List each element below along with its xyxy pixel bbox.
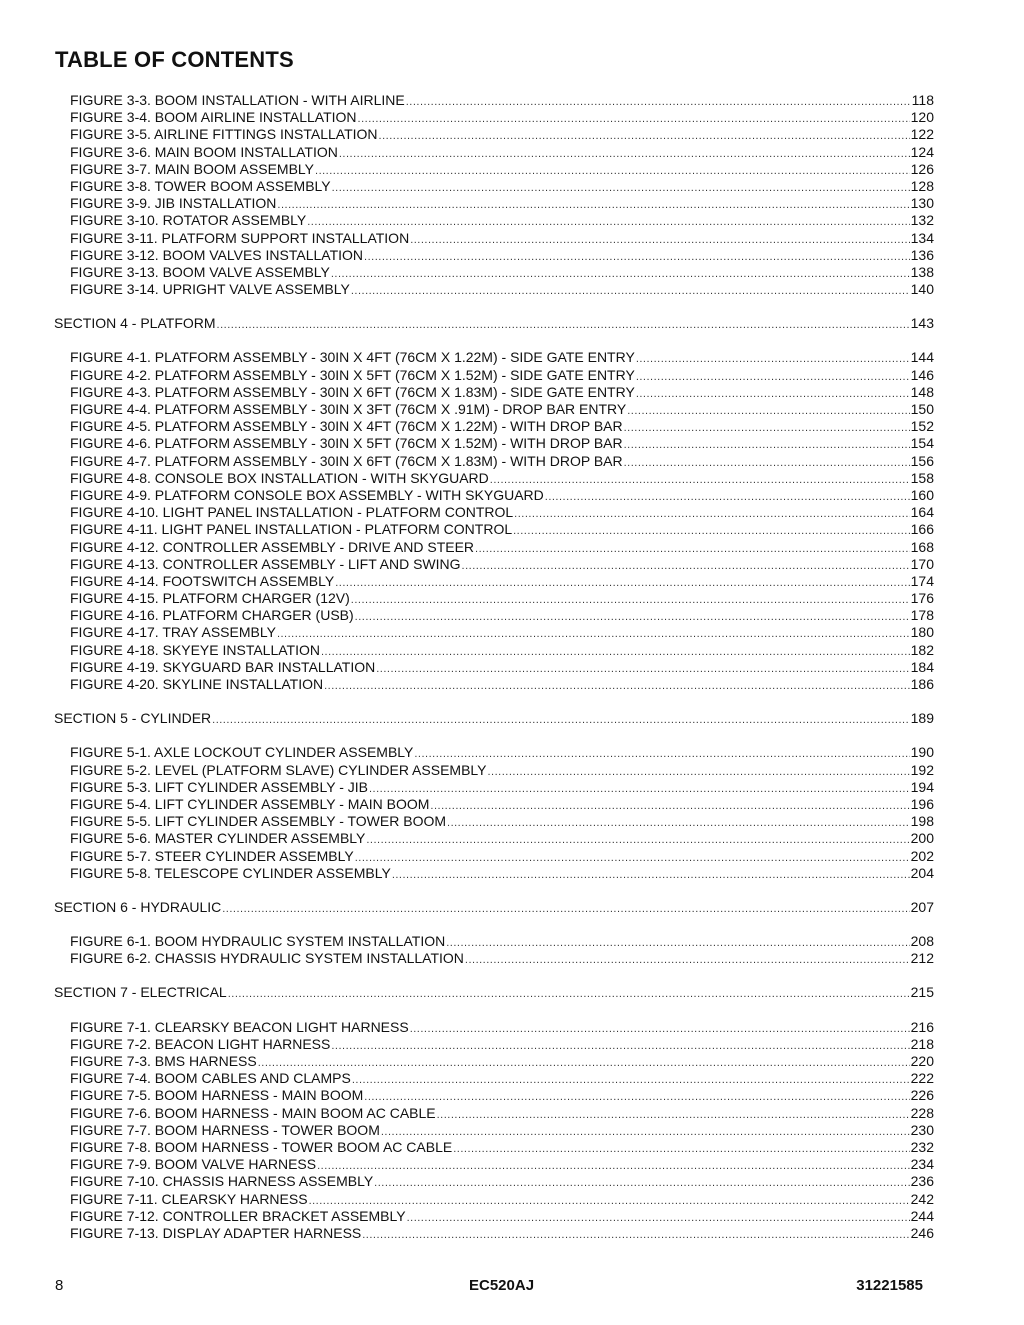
toc-figure-entry[interactable] <box>54 264 934 281</box>
dot-leader <box>624 455 910 472</box>
toc-figure-entry[interactable] <box>54 1036 934 1053</box>
toc-figure-entry[interactable] <box>54 744 934 761</box>
toc-figure-entry[interactable] <box>54 590 934 607</box>
dot-leader <box>355 609 910 626</box>
toc-figure-entry[interactable] <box>54 504 934 521</box>
toc-figure-entry[interactable] <box>54 349 934 366</box>
toc-entry-page: 170 <box>910 555 934 572</box>
toc-entry-title: FIGURE 4-17. TRAY ASSEMBLY <box>70 624 276 641</box>
toc-figure-entry[interactable] <box>54 865 934 882</box>
dot-leader <box>392 867 910 884</box>
dot-leader <box>407 1210 910 1227</box>
toc-figure-entry[interactable] <box>54 1105 934 1122</box>
toc-entry-title: FIGURE 3-12. BOOM VALVES INSTALLATION <box>70 246 364 263</box>
toc-entry-page: 246 <box>910 1224 934 1241</box>
toc-entry-page: 178 <box>910 607 934 624</box>
toc-entry-page: 136 <box>910 246 934 263</box>
dot-leader <box>545 489 910 506</box>
toc-entry-page: 160 <box>910 486 934 503</box>
dot-leader <box>430 798 909 815</box>
dot-leader <box>277 197 909 214</box>
dot-leader <box>352 1072 910 1089</box>
dot-leader <box>331 1038 909 1055</box>
toc-figure-entry[interactable] <box>54 556 934 573</box>
toc-entry-title: FIGURE 5-3. LIFT CYLINDER ASSEMBLY - JIB <box>70 778 368 795</box>
toc-figure-entry[interactable] <box>54 521 934 538</box>
toc-entry-title: FIGURE 7-13. DISPLAY ADAPTER HARNESS <box>70 1224 362 1241</box>
dot-leader <box>636 386 910 403</box>
toc-figure-entry[interactable] <box>54 384 934 401</box>
toc-entry-page: 189 <box>910 710 934 727</box>
dot-leader <box>374 1175 909 1192</box>
toc-entry-title: FIGURE 7-12. CONTROLLER BRACKET ASSEMBLY <box>70 1207 406 1224</box>
dot-leader <box>624 437 910 454</box>
toc-entry-page: 215 <box>910 984 934 1001</box>
toc-figure-entry[interactable] <box>54 1122 934 1139</box>
dot-leader <box>362 1227 909 1244</box>
toc-entry-title: FIGURE 5-4. LIFT CYLINDER ASSEMBLY - MAIN BOOM <box>70 795 430 812</box>
dot-leader <box>381 1124 910 1141</box>
toc-entry-page: 232 <box>910 1138 934 1155</box>
toc-figure-entry[interactable] <box>54 676 934 693</box>
dot-leader <box>453 1141 909 1158</box>
toc-entry-title: FIGURE 4-7. PLATFORM ASSEMBLY - 30IN X 6FT (76CM X 1.83M) - WITH DROP BAR <box>70 452 623 469</box>
table-of-contents <box>54 92 934 1242</box>
toc-figure-entry[interactable] <box>54 830 934 847</box>
toc-entry-title: FIGURE 3-8. TOWER BOOM ASSEMBLY <box>70 177 331 194</box>
toc-figure-entry[interactable] <box>54 1191 934 1208</box>
toc-entry-page: 198 <box>910 813 934 830</box>
toc-entry-page: 218 <box>910 1035 934 1052</box>
toc-entry-title: FIGURE 3-14. UPRIGHT VALVE ASSEMBLY <box>70 281 350 298</box>
dot-leader <box>228 986 910 1003</box>
dot-leader <box>332 180 910 197</box>
toc-figure-entry[interactable] <box>54 247 934 264</box>
toc-entry-title: FIGURE 4-6. PLATFORM ASSEMBLY - 30IN X 5FT (76CM X 1.52M) - WITH DROP BAR <box>70 435 623 452</box>
toc-entry-title: SECTION 6 - HYDRAULIC <box>54 898 222 915</box>
toc-figure-entry[interactable] <box>54 607 934 624</box>
toc-figure-entry[interactable] <box>54 659 934 676</box>
toc-figure-entry[interactable] <box>54 1156 934 1173</box>
toc-entry-page: 152 <box>910 418 934 435</box>
toc-entry-page: 196 <box>910 795 934 812</box>
toc-entry-page: 140 <box>910 281 934 298</box>
toc-figure-entry[interactable] <box>54 435 934 452</box>
toc-figure-entry[interactable] <box>54 144 934 161</box>
toc-entry-page: 204 <box>910 864 934 881</box>
toc-entry-title: FIGURE 4-15. PLATFORM CHARGER (12V) <box>70 590 350 607</box>
toc-entry-title: FIGURE 3-11. PLATFORM SUPPORT INSTALLATION <box>70 229 410 246</box>
toc-entry-title: FIGURE 5-6. MASTER CYLINDER ASSEMBLY <box>70 830 366 847</box>
toc-entry-page: 154 <box>910 435 934 452</box>
toc-figure-entry[interactable] <box>54 281 934 298</box>
dot-leader <box>358 111 910 128</box>
toc-section-entry[interactable] <box>54 710 934 727</box>
toc-figure-entry[interactable] <box>54 178 934 195</box>
toc-entry-page: 143 <box>910 315 934 332</box>
toc-entry-title: FIGURE 4-12. CONTROLLER ASSEMBLY - DRIVE AND STEER <box>70 538 475 555</box>
dot-leader <box>465 952 910 969</box>
footer-page-number: 8 <box>55 1277 64 1294</box>
toc-entry-page: 186 <box>910 676 934 692</box>
toc-entry-page: 230 <box>910 1121 934 1138</box>
toc-entry-title: SECTION 5 - CYLINDER <box>54 710 212 727</box>
dot-leader <box>627 403 909 420</box>
toc-figure-entry[interactable] <box>54 813 934 830</box>
toc-figure-entry[interactable] <box>54 1087 934 1104</box>
toc-figure-entry[interactable] <box>54 1173 934 1190</box>
toc-entry-page: 244 <box>910 1207 934 1224</box>
dot-leader <box>335 575 909 592</box>
dot-leader <box>447 815 910 832</box>
toc-entry-page: 148 <box>910 383 934 400</box>
toc-entry-page: 202 <box>910 847 934 864</box>
toc-entry-title: FIGURE 5-7. STEER CYLINDER ASSEMBLY <box>70 847 354 864</box>
toc-entry-title: FIGURE 6-1. BOOM HYDRAULIC SYSTEM INSTALLATION <box>70 933 446 950</box>
toc-figure-entry[interactable] <box>54 950 934 967</box>
toc-entry-page: 128 <box>910 177 934 194</box>
toc-entry-page: 242 <box>910 1190 934 1207</box>
toc-figure-entry[interactable] <box>54 779 934 796</box>
toc-figure-entry[interactable] <box>54 539 934 556</box>
toc-entry-title: FIGURE 5-2. LEVEL (PLATFORM SLAVE) CYLINDER ASSEMBLY <box>70 761 487 778</box>
toc-figure-entry[interactable] <box>54 212 934 229</box>
toc-figure-entry[interactable] <box>54 161 934 178</box>
toc-entry-page: 146 <box>910 366 934 383</box>
toc-entry-title: FIGURE 5-8. TELESCOPE CYLINDER ASSEMBLY <box>70 864 391 881</box>
toc-entry-title: FIGURE 3-4. BOOM AIRLINE INSTALLATION <box>70 109 357 126</box>
toc-figure-entry[interactable] <box>54 195 934 212</box>
toc-figure-entry[interactable] <box>54 230 934 247</box>
dot-leader <box>366 832 909 849</box>
dot-leader <box>364 249 910 266</box>
toc-figure-entry[interactable] <box>54 848 934 865</box>
toc-entry-page: 134 <box>910 229 934 246</box>
dot-leader <box>636 351 910 368</box>
toc-entry-title: FIGURE 4-3. PLATFORM ASSEMBLY - 30IN X 6FT (76CM X 1.83M) - SIDE GATE ENTRY <box>70 383 635 400</box>
toc-figure-entry[interactable] <box>54 573 934 590</box>
dot-leader <box>331 266 910 283</box>
toc-figure-entry[interactable] <box>54 487 934 504</box>
toc-entry-title: FIGURE 7-6. BOOM HARNESS - MAIN BOOM AC CABLE <box>70 1104 436 1121</box>
toc-entry-page: 176 <box>910 590 934 607</box>
dot-leader <box>462 558 910 575</box>
toc-entry-page: 150 <box>910 401 934 417</box>
dot-leader <box>636 369 910 386</box>
toc-figure-entry[interactable] <box>54 1208 934 1225</box>
toc-entry-page: 124 <box>910 143 934 160</box>
toc-entry-page: 164 <box>910 504 934 521</box>
toc-entry-page: 118 <box>911 92 934 108</box>
toc-entry-page: 132 <box>910 212 934 229</box>
toc-entry-page: 228 <box>910 1104 934 1121</box>
toc-entry-page: 182 <box>910 641 934 658</box>
toc-section-entry[interactable] <box>54 899 934 916</box>
dot-leader <box>475 541 910 558</box>
toc-entry-page: 174 <box>910 572 934 589</box>
toc-figure-entry[interactable] <box>54 470 934 487</box>
dot-leader <box>410 232 909 249</box>
toc-entry-page: 138 <box>910 263 934 280</box>
toc-section-entry[interactable] <box>54 984 934 1001</box>
toc-entry-title: FIGURE 4-20. SKYLINE INSTALLATION <box>70 676 324 692</box>
toc-entry-title: FIGURE 7-8. BOOM HARNESS - TOWER BOOM AC CABLE <box>70 1138 453 1155</box>
footer-model: EC520AJ <box>469 1277 535 1294</box>
toc-figure-entry[interactable] <box>54 1019 934 1036</box>
dot-leader <box>351 592 910 609</box>
toc-section-entry[interactable] <box>54 315 934 332</box>
dot-leader <box>222 901 909 918</box>
toc-entry-title: FIGURE 7-5. BOOM HARNESS - MAIN BOOM <box>70 1087 364 1104</box>
toc-figure-entry[interactable] <box>54 401 934 418</box>
toc-entry-page: 156 <box>910 452 934 469</box>
dot-leader <box>258 1055 910 1072</box>
toc-entry-page: 207 <box>910 898 934 915</box>
toc-entry-page: 222 <box>910 1070 934 1087</box>
toc-entry-title: FIGURE 5-5. LIFT CYLINDER ASSEMBLY - TOWER BOOM <box>70 813 447 830</box>
dot-leader <box>488 764 910 781</box>
dot-leader <box>369 781 910 798</box>
toc-figure-entry[interactable] <box>54 92 934 109</box>
toc-entry-title: FIGURE 4-14. FOOTSWITCH ASSEMBLY <box>70 572 335 589</box>
toc-entry-title: FIGURE 4-16. PLATFORM CHARGER (USB) <box>70 607 354 624</box>
toc-entry-page: 122 <box>910 126 934 143</box>
toc-entry-title: FIGURE 4-13. CONTROLLER ASSEMBLY - LIFT AND SWING <box>70 555 461 572</box>
toc-entry-page: 120 <box>910 109 934 126</box>
toc-entry-page: 212 <box>910 950 934 967</box>
toc-entry-title: FIGURE 3-3. BOOM INSTALLATION - WITH AIRLINE <box>70 92 405 108</box>
toc-entry-page: 226 <box>910 1087 934 1104</box>
dot-leader <box>514 506 909 523</box>
dot-leader <box>410 1021 910 1038</box>
footer-doc-number: 31221585 <box>856 1277 923 1294</box>
dot-leader <box>490 472 910 489</box>
dot-leader <box>364 1089 909 1106</box>
dot-leader <box>315 163 910 180</box>
toc-figure-entry[interactable] <box>54 126 934 143</box>
dot-leader <box>317 1158 910 1175</box>
toc-entry-title: FIGURE 7-10. CHASSIS HARNESS ASSEMBLY <box>70 1173 374 1190</box>
dot-leader <box>339 146 910 163</box>
toc-entry-title: FIGURE 4-4. PLATFORM ASSEMBLY - 30IN X 3FT (76CM X .91M) - DROP BAR ENTRY <box>70 401 627 417</box>
toc-entry-page: 180 <box>910 624 934 641</box>
toc-figure-entry[interactable] <box>54 642 934 659</box>
dot-leader <box>277 626 910 643</box>
toc-entry-title: FIGURE 3-5. AIRLINE FITTINGS INSTALLATION <box>70 126 378 143</box>
toc-entry-page: 234 <box>910 1156 934 1173</box>
toc-entry-title: FIGURE 3-6. MAIN BOOM INSTALLATION <box>70 143 338 160</box>
toc-figure-entry[interactable] <box>54 762 934 779</box>
toc-entry-title: FIGURE 7-3. BMS HARNESS <box>70 1053 257 1069</box>
toc-entry-title: FIGURE 6-2. CHASSIS HYDRAULIC SYSTEM INSTALLATION <box>70 950 464 967</box>
toc-figure-entry[interactable] <box>54 453 934 470</box>
toc-entry-page: 168 <box>910 538 934 555</box>
toc-entry-title: FIGURE 4-18. SKYEYE INSTALLATION <box>70 641 320 658</box>
toc-entry-title: FIGURE 7-1. CLEARSKY BEACON LIGHT HARNESS <box>70 1018 409 1035</box>
toc-entry-title: FIGURE 4-9. PLATFORM CONSOLE BOX ASSEMBLY - WITH SKYGUARD <box>70 486 544 503</box>
dot-leader <box>379 128 910 145</box>
dot-leader <box>217 317 910 334</box>
toc-entry-page: 220 <box>910 1053 934 1069</box>
toc-entry-title: FIGURE 7-9. BOOM VALVE HARNESS <box>70 1156 317 1173</box>
toc-entry-page: 130 <box>910 195 934 212</box>
toc-entry-title: FIGURE 3-7. MAIN BOOM ASSEMBLY <box>70 160 315 177</box>
dot-leader <box>624 420 910 437</box>
dot-leader <box>406 94 911 111</box>
toc-entry-title: FIGURE 7-2. BEACON LIGHT HARNESS <box>70 1035 331 1052</box>
toc-entry-page: 216 <box>910 1018 934 1035</box>
toc-entry-title: FIGURE 5-1. AXLE LOCKOUT CYLINDER ASSEMBLY <box>70 744 414 761</box>
toc-figure-entry[interactable] <box>54 933 934 950</box>
toc-entry-page: 190 <box>910 744 934 761</box>
toc-entry-title: FIGURE 4-11. LIGHT PANEL INSTALLATION - PLATFORM CONTROL <box>70 521 513 538</box>
toc-figure-entry[interactable] <box>54 1053 934 1070</box>
toc-figure-entry[interactable] <box>54 367 934 384</box>
toc-entry-page: 144 <box>910 349 934 366</box>
dot-leader <box>446 935 909 952</box>
toc-entry-title: FIGURE 4-19. SKYGUARD BAR INSTALLATION <box>70 658 376 675</box>
toc-entry-page: 166 <box>910 521 934 538</box>
page-footer <box>55 1277 923 1294</box>
page-title: TABLE OF CONTENTS <box>55 47 294 72</box>
toc-figure-entry[interactable] <box>54 624 934 641</box>
toc-entry-page: 192 <box>910 761 934 778</box>
toc-entry-page: 126 <box>910 160 934 177</box>
toc-entry-title: FIGURE 4-10. LIGHT PANEL INSTALLATION - PLATFORM CONTROL <box>70 504 514 521</box>
toc-entry-title: FIGURE 3-10. ROTATOR ASSEMBLY <box>70 212 307 229</box>
toc-figure-entry[interactable] <box>54 1139 934 1156</box>
toc-figure-entry[interactable] <box>54 796 934 813</box>
dot-leader <box>414 746 909 763</box>
toc-entry-title: SECTION 4 - PLATFORM <box>54 315 216 332</box>
toc-entry-title: SECTION 7 - ELECTRICAL <box>54 984 227 1001</box>
dot-leader <box>321 644 910 661</box>
toc-entry-title: FIGURE 3-9. JIB INSTALLATION <box>70 195 277 212</box>
toc-entry-page: 236 <box>910 1173 934 1190</box>
toc-figure-entry[interactable] <box>54 109 934 126</box>
toc-figure-entry[interactable] <box>54 1225 934 1242</box>
toc-figure-entry[interactable] <box>54 418 934 435</box>
toc-entry-title: FIGURE 4-2. PLATFORM ASSEMBLY - 30IN X 5FT (76CM X 1.52M) - SIDE GATE ENTRY <box>70 366 635 383</box>
dot-leader <box>212 712 910 729</box>
toc-entry-title: FIGURE 7-11. CLEARSKY HARNESS <box>70 1190 308 1207</box>
toc-entry-title: FIGURE 4-1. PLATFORM ASSEMBLY - 30IN X 4FT (76CM X 1.22M) - SIDE GATE ENTRY <box>70 349 635 366</box>
toc-entry-title: FIGURE 3-13. BOOM VALVE ASSEMBLY <box>70 263 330 280</box>
toc-figure-entry[interactable] <box>54 1070 934 1087</box>
dot-leader <box>351 283 910 300</box>
toc-entry-page: 200 <box>910 830 934 847</box>
toc-entry-title: FIGURE 4-8. CONSOLE BOX INSTALLATION - WITH SKYGUARD <box>70 469 489 486</box>
toc-entry-page: 208 <box>910 933 934 950</box>
toc-entry-title: FIGURE 7-4. BOOM CABLES AND CLAMPS <box>70 1070 351 1087</box>
dot-leader <box>376 661 909 678</box>
dot-leader <box>324 678 910 695</box>
dot-leader <box>437 1107 910 1124</box>
dot-leader <box>355 850 910 867</box>
dot-leader <box>513 523 910 540</box>
toc-entry-title: FIGURE 4-5. PLATFORM ASSEMBLY - 30IN X 4FT (76CM X 1.22M) - WITH DROP BAR <box>70 418 623 435</box>
toc-entry-page: 184 <box>910 658 934 675</box>
toc-entry-page: 194 <box>910 778 934 795</box>
toc-entry-title: FIGURE 7-7. BOOM HARNESS - TOWER BOOM <box>70 1121 380 1138</box>
toc-entry-page: 158 <box>910 469 934 486</box>
